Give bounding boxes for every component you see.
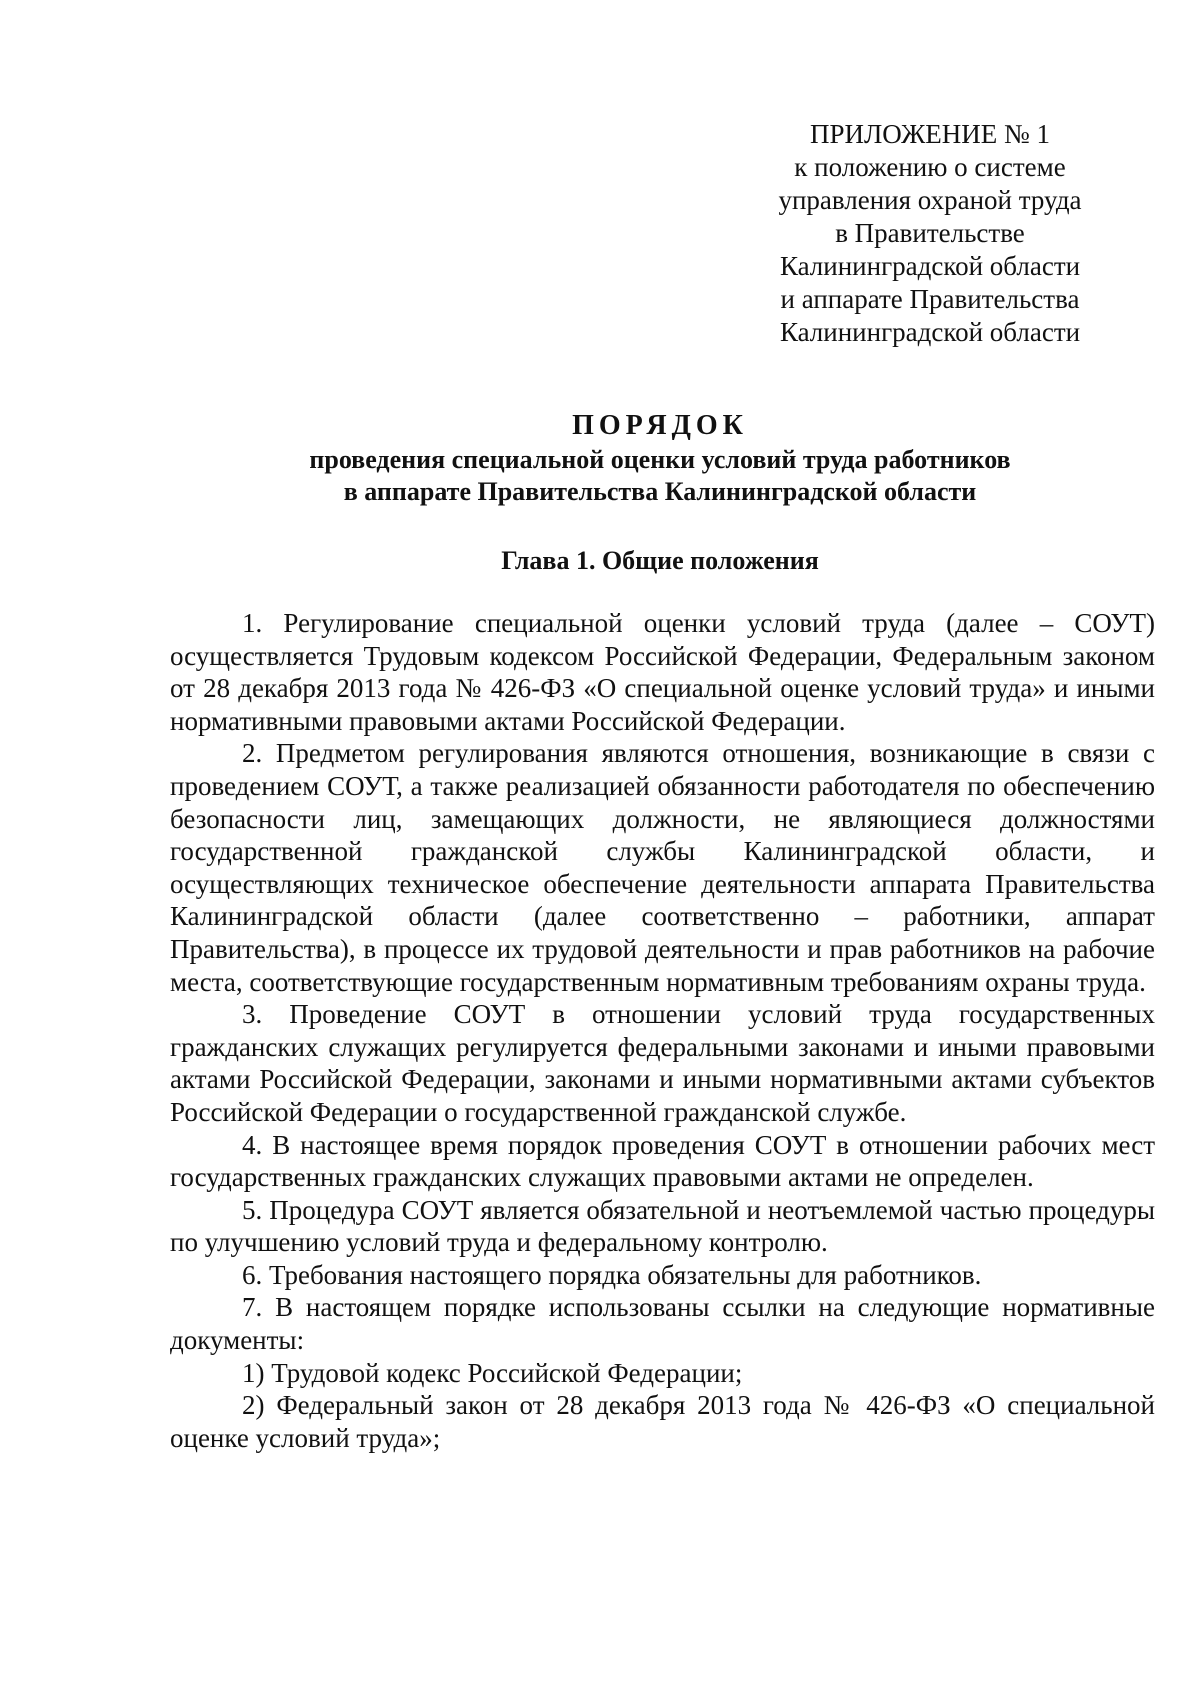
list-item-2: 2) Федеральный закон от 28 декабря 2013 года № 426-ФЗ «О специальной оценке условий труда»; (170, 1390, 1155, 1453)
list-item-1: 1) Трудовой кодекс Российской Федерации; (242, 1357, 743, 1388)
paragraph-4: 4. В настоящее время порядок проведения СОУТ в отношении рабочих мест государственных гражданских служащих правовыми актами не определен. (170, 1129, 1155, 1193)
appendix-line: к положению о системе (794, 152, 1066, 182)
document-body (170, 607, 1155, 1454)
paragraph-3: 3. Проведение СОУТ в отношении условий труда государственных гражданских служащих регулируется федеральными законами и иными правовыми актами Российской Федерации, законами и иными нормативными актами субъектов Российской Федерации о государственной гражданской службе. (170, 999, 1155, 1127)
document-subtitle-line-1: проведения специальной оценки условий труда работников (309, 445, 1011, 474)
document-title: ПОРЯДОК (572, 410, 748, 441)
paragraph-5: 5. Процедура СОУТ является обязательной и неотъемлемой частью процедуры по улучшению условий труда и федеральному контролю. (170, 1194, 1155, 1258)
appendix-line: ПРИЛОЖЕНИЕ № 1 (809, 119, 1051, 149)
paragraph-2: 2. Предметом регулирования являются отношения, возникающие в связи с проведением СОУТ, а также реализацией обязанности работодателя по обеспечению безопасности лиц, замещающих должности, не являющиеся должностями государственной гражданской службы Калининградской области, и осуществляющих техническое обеспечение деятельности аппарата Правительства Калининградской области (далее соответственно – работники, аппарат Правительства), в процессе их трудовой деятельности и прав работников на рабочие места, соответствующие государственным нормативным требованиям охраны труда. (170, 738, 1155, 997)
appendix-block (700, 118, 1160, 349)
appendix-line: Калининградской области (779, 317, 1081, 347)
document-subtitle-line-2: в аппарате Правительства Калининградской области (343, 477, 977, 506)
appendix-line: Калининградской области (779, 251, 1081, 281)
paragraph-1: 1. Регулирование специальной оценки условий труда (далее – СОУТ) осуществляется Трудовым кодексом Российской Федерации, Федеральным законом от 28 декабря 2013 года № 426-ФЗ «О специальной оценке условий труда» и иными нормативными правовыми актами Российской Федерации. (170, 608, 1155, 736)
paragraph-7: 7. В настоящем порядке использованы ссылки на следующие нормативные документы: (170, 1292, 1155, 1356)
appendix-line: и аппарате Правительства (780, 284, 1080, 314)
chapter-heading: Глава 1. Общие положения (501, 546, 819, 575)
paragraph-6: 6. Требования настоящего порядка обязательны для работников. (242, 1259, 982, 1290)
appendix-line: в Правительстве (835, 218, 1025, 248)
appendix-line: управления охраной труда (778, 185, 1082, 215)
